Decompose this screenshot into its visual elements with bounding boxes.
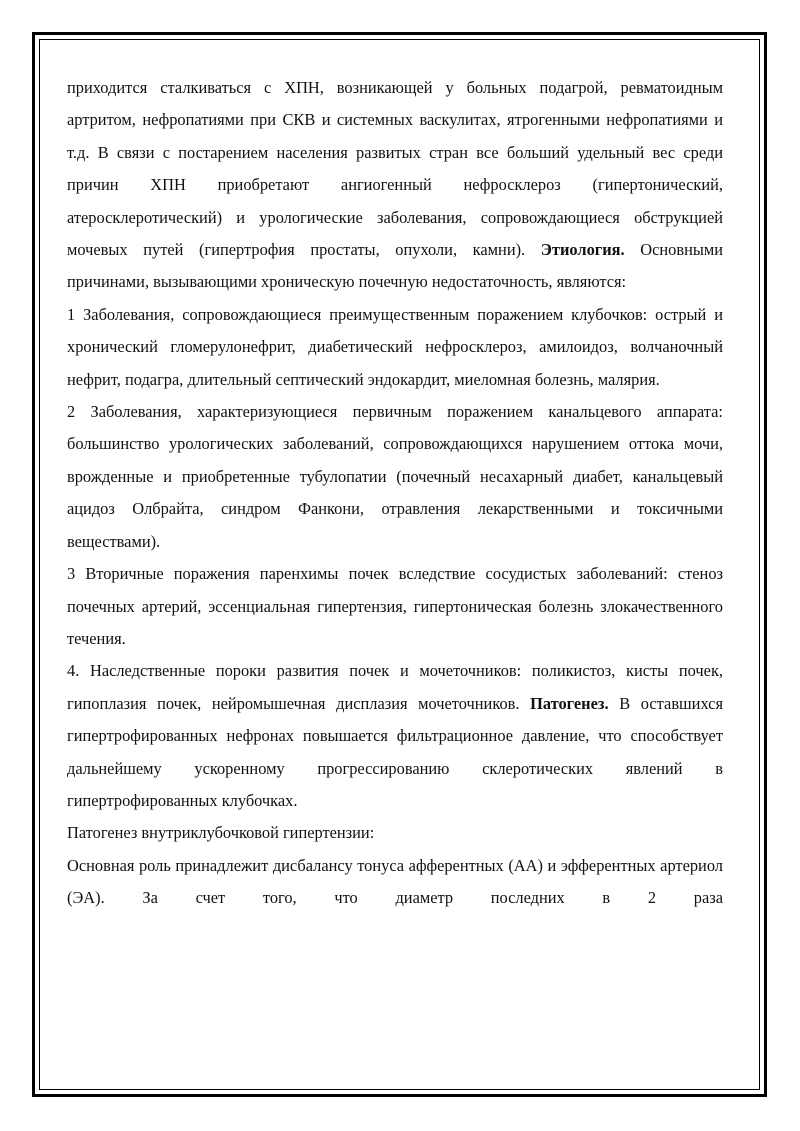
list-item-2 [67, 396, 723, 558]
text-run: приходится сталкиваться с ХПН, возникающей у больных подагрой, ревматоидным артритом, нефропатиями при СКВ и системных васкулитах, ятрогенными нефропатиями и т.д. В связи с постарением населения развитых стран все больший удельный вес среди причин ХПН приобретают ангиогенный нефросклероз (гипертонический, атеросклеротический) и урологические заболевания, сопровождающиеся обструкцией мочевых путей (гипертрофия простаты, опухоли, камни). [67, 78, 723, 260]
heading-etiology: Этиология. [540, 240, 625, 260]
paragraph-subheading [67, 817, 723, 849]
text-run: Основными причинами, вызывающими хроническую почечную недостаточность, являются: [67, 240, 723, 292]
text-run: Патогенез внутриклубочковой гипертензии: [67, 823, 375, 843]
list-item-1 [67, 299, 723, 396]
text-run: 3 Вторичные поражения паренхимы почек вследствие сосудистых заболеваний: стеноз почечных артерий, эссенциальная гипертензия, гипертоническая болезнь злокачественного течения. [67, 564, 723, 648]
text-run: Основная роль принадлежит дисбалансу тонуса афферентных (АА) и эфферентных артериол (ЭА). За счет того, что диаметр последних в 2 раза [67, 855, 723, 908]
paragraph-etiology [67, 72, 723, 299]
text-run: В оставшихся гипертрофированных нефронах повышается фильтрационное давление, что способствует дальнейшему ускоренному прогрессированию склеротических явлений в гипертрофированных клубочках. [67, 693, 723, 810]
text-run: 4. Наследственные пороки развития почек и мочеточников: поликистоз, кисты почек, гипоплазия почек, нейромышечная дисплазия мочеточников. [67, 661, 723, 713]
document-body [67, 72, 723, 915]
heading-pathogenesis: Патогенез. [530, 693, 609, 713]
list-item-4 [67, 655, 723, 817]
list-item-3 [67, 558, 723, 655]
text-run: 2 Заболевания, характеризующиеся первичным поражением канальцевого аппарата: большинство урологических заболеваний, сопровождающихся нарушением оттока мочи, врожденные и приобретенные тубулопатии (почечный несахарный диабет, канальцевый ацидоз Олбрайта, синдром Фанкони, отравления лекарственными и токсичными веществами). [67, 402, 723, 551]
text-run: 1 Заболевания, сопровождающиеся преимущественным поражением клубочков: острый и хронический гломерулонефрит, диабетический нефросклероз, амилоидоз, волчаночный нефрит, подагра, длительный септический эндокардит, миеломная болезнь, малярия. [67, 304, 723, 389]
paragraph-main-role [67, 850, 723, 915]
